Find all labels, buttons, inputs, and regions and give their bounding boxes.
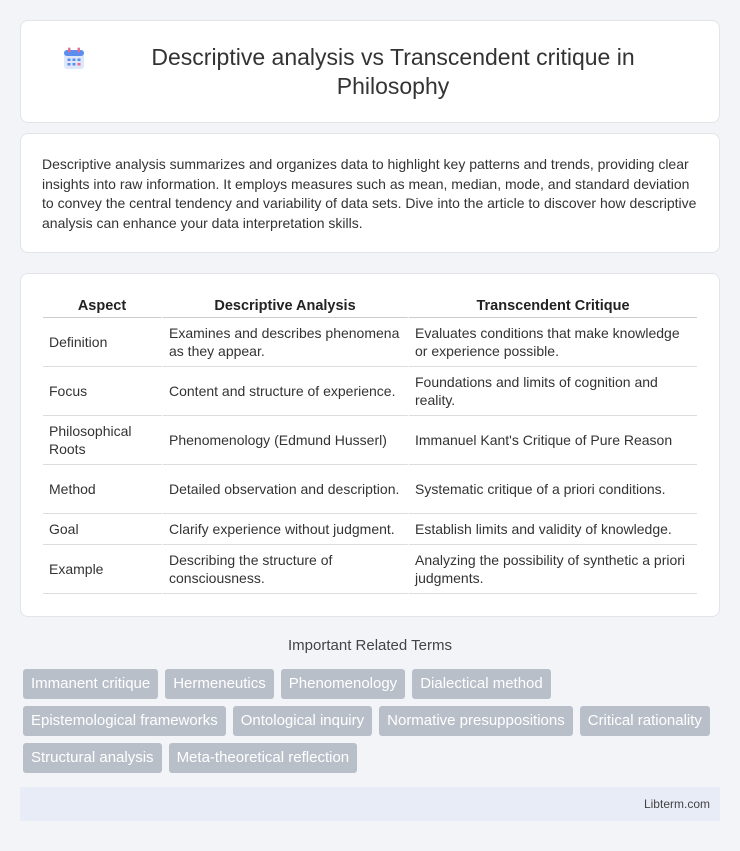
intro-text: Descriptive analysis summarizes and organizes data to highlight key patterns and trends, providing clear insights into raw information. It employs measures such as mean, median, mode, and standard deviation to convey the central tendency and variability of data sets. Dive into the article to discover how descriptive analysis can enhance your data interpretation skills. bbox=[42, 156, 697, 231]
page-title: Descriptive analysis vs Transcendent critique in Philosophy bbox=[151, 43, 635, 99]
related-term-tag[interactable]: Dialectical method bbox=[412, 669, 551, 699]
row-aspect: Definition bbox=[43, 318, 163, 367]
row-aspect: Example bbox=[43, 545, 163, 594]
row-aspect: Method bbox=[43, 465, 163, 514]
table-row bbox=[43, 318, 697, 367]
row-transcendent: Foundations and limits of cognition and reality. bbox=[409, 367, 697, 416]
related-terms-title: Important Related Terms bbox=[288, 637, 452, 654]
table-header-row bbox=[43, 296, 697, 318]
row-transcendent: Evaluates conditions that make knowledge or experience possible. bbox=[409, 318, 697, 367]
related-terms-list bbox=[23, 669, 723, 780]
table-row bbox=[43, 367, 697, 416]
table-row bbox=[43, 416, 697, 465]
table-row bbox=[43, 465, 697, 514]
comparison-table bbox=[43, 296, 697, 594]
header-descriptive-analysis: Descriptive Analysis bbox=[163, 296, 409, 318]
row-descriptive: Phenomenology (Edmund Husserl) bbox=[163, 416, 409, 465]
related-term-tag[interactable]: Meta-theoretical reflection bbox=[169, 743, 358, 773]
related-term-tag[interactable]: Normative presuppositions bbox=[379, 706, 573, 736]
intro-card bbox=[20, 133, 720, 253]
related-term-tag[interactable]: Critical rationality bbox=[580, 706, 710, 736]
row-transcendent: Analyzing the possibility of synthetic a priori judgments. bbox=[409, 545, 697, 594]
related-term-tag[interactable]: Ontological inquiry bbox=[233, 706, 372, 736]
related-term-tag[interactable]: Epistemological frameworks bbox=[23, 706, 226, 736]
row-aspect: Philosophical Roots bbox=[43, 416, 163, 465]
related-term-tag[interactable]: Phenomenology bbox=[281, 669, 405, 699]
footer bbox=[20, 787, 720, 821]
table-row bbox=[43, 545, 697, 594]
related-term-tag[interactable]: Structural analysis bbox=[23, 743, 162, 773]
row-descriptive: Detailed observation and description. bbox=[163, 465, 409, 514]
row-descriptive: Describing the structure of consciousness. bbox=[163, 545, 409, 594]
comparison-table-card bbox=[20, 273, 720, 617]
row-descriptive: Clarify experience without judgment. bbox=[163, 514, 409, 545]
related-term-tag[interactable]: Hermeneutics bbox=[165, 669, 274, 699]
calendar-grid-icon bbox=[61, 46, 87, 72]
related-term-tag[interactable]: Immanent critique bbox=[23, 669, 158, 699]
header-transcendent-critique: Transcendent Critique bbox=[409, 296, 697, 318]
row-transcendent: Establish limits and validity of knowledge. bbox=[409, 514, 697, 545]
row-aspect: Goal bbox=[43, 514, 163, 545]
row-descriptive: Examines and describes phenomena as they appear. bbox=[163, 318, 409, 367]
header-aspect: Aspect bbox=[43, 296, 163, 318]
header-inner bbox=[61, 43, 679, 101]
footer-brand-link[interactable]: Libterm.com bbox=[643, 797, 710, 811]
table-row bbox=[43, 514, 697, 545]
row-transcendent: Systematic critique of a priori conditions. bbox=[409, 465, 697, 514]
row-transcendent: Immanuel Kant's Critique of Pure Reason bbox=[409, 416, 697, 465]
row-descriptive: Content and structure of experience. bbox=[163, 367, 409, 416]
row-aspect: Focus bbox=[43, 367, 163, 416]
header-card bbox=[20, 20, 720, 123]
